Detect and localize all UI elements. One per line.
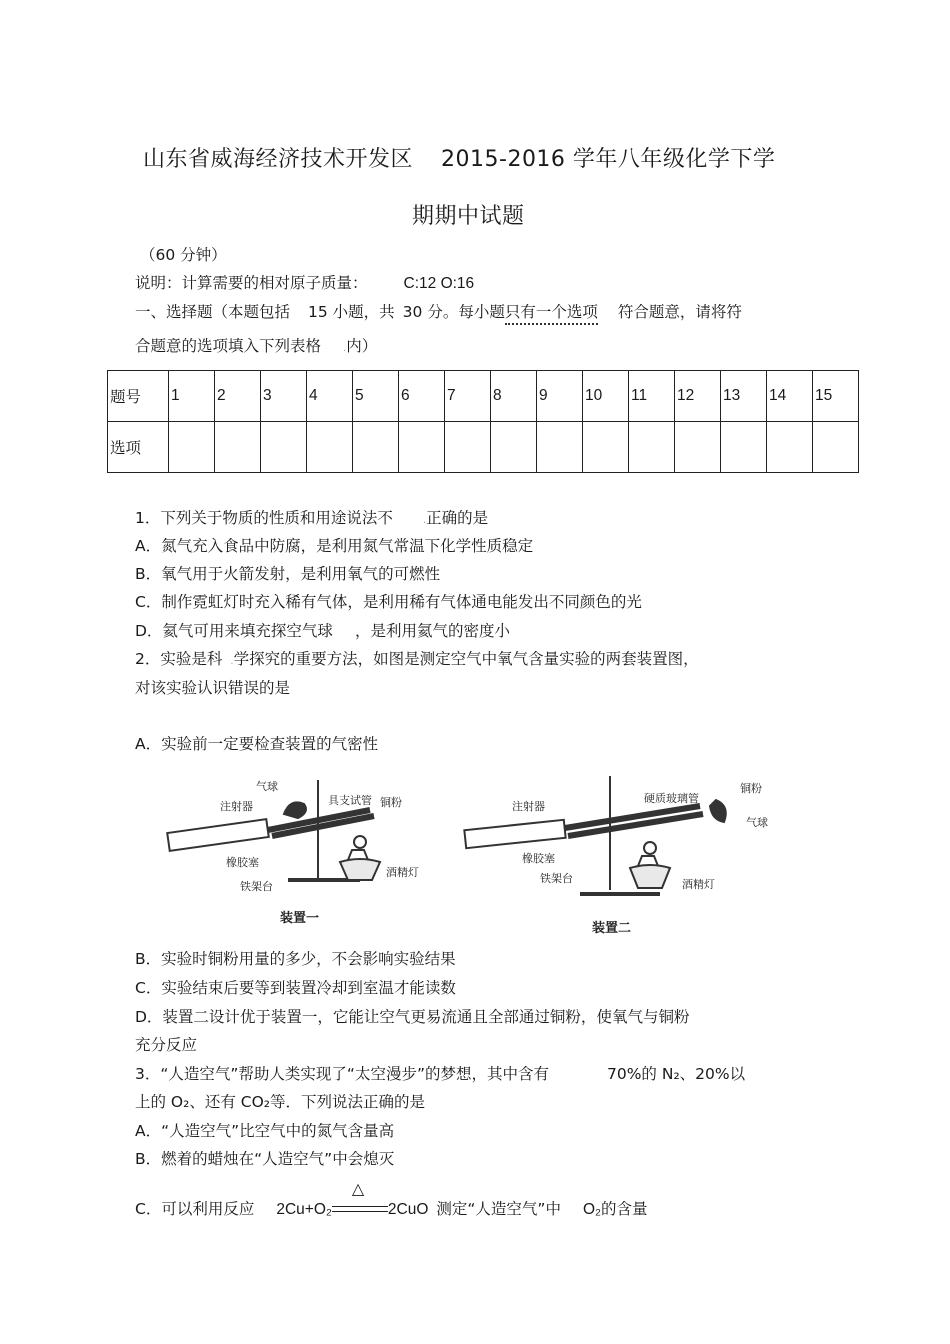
q1-option-d	[135, 619, 510, 641]
q3-option-c-b: 测定“人造空气”中	[436, 1200, 561, 1218]
table-header-number: 题号	[108, 371, 169, 422]
d1-label-syringe: 注射器	[220, 800, 253, 813]
table-cell-number: 6	[399, 371, 445, 422]
d1-label-stopper: 橡胶塞	[226, 856, 259, 869]
heat-symbol: △	[351, 1178, 365, 1198]
section1-text-f: 合题意的选项填入下列表格	[135, 337, 322, 355]
d2-label-copper: 铜粉	[740, 782, 762, 795]
q2-option-d: D．装置二设计优于装置一，它能让空气更易流通且全部通过铜粉，使氧气与铜粉	[135, 1008, 690, 1026]
section1-line2: 合题意的选项填入下列表格 .内）	[135, 337, 378, 355]
title-region: 山东省威海经济技术开发区	[143, 147, 414, 172]
q3-option-c	[135, 1178, 648, 1219]
answer-cell[interactable]	[491, 422, 537, 473]
q3-stem	[135, 1062, 745, 1084]
d1-label-balloon: 气球	[256, 780, 278, 793]
d2-label-stand: 铁架台	[540, 872, 573, 885]
table-cell-number: 14	[767, 371, 813, 422]
q1-option-d-a: D．氦气可用来填充探空气球	[135, 622, 333, 640]
q1-option-c: C．制作霓虹灯时充入稀有气体，是利用稀有气体通电能发出不同颜色的光	[135, 593, 642, 611]
d2-label-lamp: 酒精灯	[682, 878, 715, 891]
answer-cell[interactable]	[767, 422, 813, 473]
q1-option-a: A．氮气充入食品中防腐，是利用氮气常温下化学性质稳定	[135, 537, 534, 555]
table-cell-number: 9	[537, 371, 583, 422]
answer-cell[interactable]	[169, 422, 215, 473]
section1-text-e: 符合题意，请将符	[617, 303, 742, 321]
q2-option-a: A．实验前一定要检查装置的气密性	[135, 735, 379, 753]
q2-stem-line2: 对该实验认识错误的是	[135, 679, 291, 697]
table-cell-number: 3	[261, 371, 307, 422]
table-cell-number: 5	[353, 371, 399, 422]
section1-text-a: 一、选择题（本题包括	[135, 303, 291, 321]
answer-cell[interactable]	[537, 422, 583, 473]
d2-label-balloon: 气球	[746, 816, 768, 829]
title-line2: 期期中试题	[412, 204, 525, 229]
table-cell-number: 2	[215, 371, 261, 422]
q3-option-a: A．“人造空气”比空气中的氮气含量高	[135, 1122, 395, 1140]
equation-arrow	[332, 1178, 388, 1217]
q2-option-b: B．实验时铜粉用量的多少，不会影响实验结果	[135, 950, 456, 968]
d2-label-glass-tube: 硬质玻璃管	[644, 792, 699, 805]
answer-cell[interactable]	[353, 422, 399, 473]
section1-text-b: 15 小题，共	[308, 303, 395, 321]
section1-line1	[135, 300, 742, 322]
q3-stem-a: 3．“人造空气”帮助人类实现了“太空漫步”的梦想，其中含有	[135, 1065, 549, 1083]
note-text: 说明：计算需要的相对原子质量：	[135, 274, 368, 292]
d1-label-stand: 铁架台	[240, 880, 273, 893]
d2-label-syringe: 注射器	[512, 800, 545, 813]
table-cell-number: 1	[169, 371, 215, 422]
d1-label-branch-tube: 具支试管	[328, 794, 372, 807]
q1-option-b: B．氧气用于火箭发射，是利用氧气的可燃性	[135, 565, 441, 583]
answer-table	[107, 370, 859, 473]
q1-option-d-b: ，是利用氦气的密度小	[354, 622, 510, 640]
title-year: 2015-2016 学年八年级化学下学	[441, 147, 776, 172]
title-line1	[143, 142, 775, 173]
q3-stem-b: 70%的 N₂、20%以	[606, 1065, 746, 1083]
equation-left: 2Cu+O₂	[276, 1201, 332, 1218]
answer-cell[interactable]	[399, 422, 445, 473]
table-cell-number: 10	[583, 371, 629, 422]
answer-cell[interactable]	[307, 422, 353, 473]
answer-cell[interactable]	[445, 422, 491, 473]
q2-stem: 2．实验是科 .学探究的重要方法，如图是测定空气中氧气含量实验的两套装置图，	[135, 650, 699, 668]
q2-stem-a: 2．实验是科	[135, 650, 223, 668]
equation-right: 2CuO	[387, 1201, 429, 1218]
table-cell-number: 8	[491, 371, 537, 422]
table-cell-number: 4	[307, 371, 353, 422]
answer-cell[interactable]	[261, 422, 307, 473]
answer-cell[interactable]	[583, 422, 629, 473]
answer-cell[interactable]	[629, 422, 675, 473]
table-header-option: 选项	[108, 422, 169, 473]
table-cell-number: 11	[629, 371, 675, 422]
section1-emphasis: 只有一个选项	[505, 303, 598, 325]
table-cell-number: 15	[813, 371, 859, 422]
answer-table-number-row	[108, 371, 859, 422]
d1-caption: 装置一	[280, 911, 320, 926]
answer-cell[interactable]	[675, 422, 721, 473]
d1-label-lamp: 酒精灯	[386, 866, 419, 879]
atomic-mass-values: C:12 O:16	[403, 275, 475, 292]
section1-text-c: 30 分。每小题	[402, 303, 505, 321]
answer-cell[interactable]	[721, 422, 767, 473]
section1-text-g: 内）	[346, 337, 378, 355]
q3-option-c-a: C．可以利用反应	[135, 1200, 255, 1218]
duration: （60 分钟）	[140, 246, 227, 264]
q3-option-b: B．燃着的蜡烛在“人造空气”中会熄灭	[135, 1150, 395, 1168]
d2-label-stopper: 橡胶塞	[522, 852, 555, 865]
apparatus-figure	[160, 770, 800, 942]
q2-option-d-line2: 充分反应	[135, 1036, 198, 1054]
answer-cell[interactable]	[813, 422, 859, 473]
d2-caption: 装置二	[592, 921, 632, 936]
table-cell-number: 12	[675, 371, 721, 422]
d1-label-copper: 铜粉	[380, 796, 402, 809]
answer-table-option-row	[108, 422, 859, 473]
answer-cell[interactable]	[215, 422, 261, 473]
table-cell-number: 7	[445, 371, 491, 422]
q3-option-c-c: O₂的含量	[582, 1201, 648, 1218]
q1-stem-b: 正确的是	[426, 509, 489, 527]
q1-stem: 1．下列关于物质的性质和用途说法不 .正确的是	[135, 509, 489, 527]
q2-option-c: C．实验结束后要等到装置冷却到室温才能读数	[135, 979, 456, 997]
q2-stem-b: 学探究的重要方法，如图是测定空气中氧气含量实验的两套装置图，	[233, 650, 699, 668]
q1-stem-a: 1．下列关于物质的性质和用途说法不	[135, 509, 393, 527]
table-cell-number: 13	[721, 371, 767, 422]
q3-stem-line2: 上的 O₂、还有 CO₂等．下列说法正确的是	[135, 1093, 426, 1111]
atomic-mass-note	[135, 271, 474, 293]
